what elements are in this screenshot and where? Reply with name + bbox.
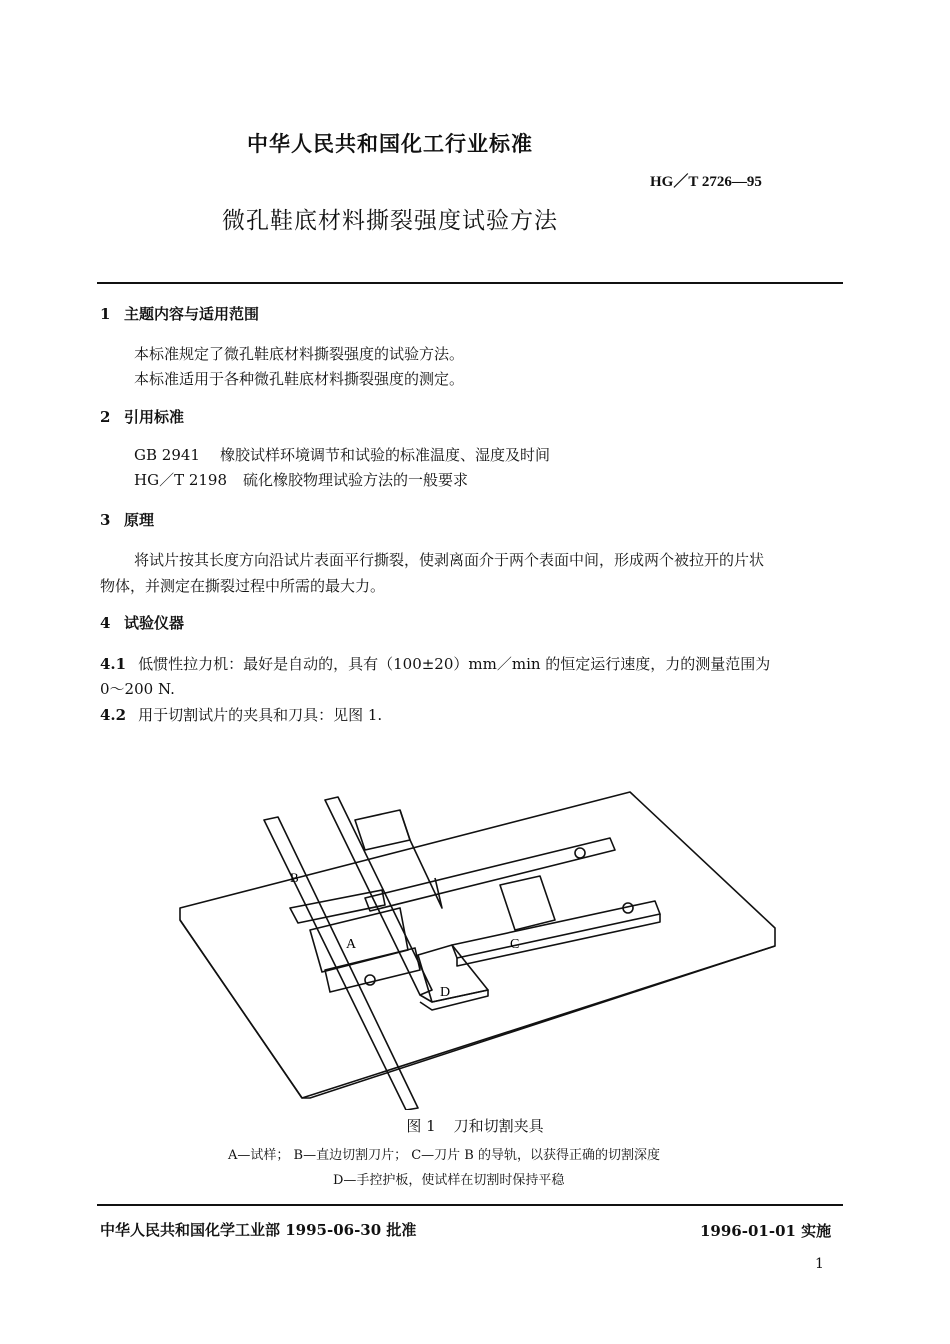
section-3-line-1: 将试片按其长度方向沿试片表面平行撕裂，使剥离面介于两个表面中间，形成两个被拉开的片状 bbox=[134, 551, 765, 569]
document-title: 微孔鞋底材料撕裂强度试验方法 bbox=[222, 208, 558, 234]
standard-number: HG／T 2726—95 bbox=[650, 174, 762, 190]
figure-label-d: D bbox=[440, 985, 451, 1000]
section-title: 原理 bbox=[124, 511, 155, 529]
figure-label-c: C bbox=[510, 937, 520, 952]
figure-legend-line-2: D—手控护板，使试样在切割时保持平稳 bbox=[333, 1173, 565, 1188]
section-3-line-2: 物体，并测定在撕裂过程中所需的最大力。 bbox=[100, 577, 386, 595]
reference-text: 橡胶试样环境调节和试验的标准温度、湿度及时间 bbox=[219, 446, 550, 464]
clause-text: 用于切割试片的夹具和刀具：见图 1. bbox=[138, 706, 383, 724]
caption-text: 刀和切割夹具 bbox=[453, 1117, 544, 1135]
clause-4-1-line-2: 0～200 N. bbox=[100, 680, 175, 698]
base-plate bbox=[180, 792, 775, 1098]
org-title: 中华人民共和国化工行业标准 bbox=[247, 131, 533, 156]
section-number: 4 bbox=[100, 614, 111, 632]
section-1-heading bbox=[100, 303, 259, 324]
section-number: 1 bbox=[100, 305, 111, 323]
effective-date: 1996-01-01 实施 bbox=[700, 1222, 832, 1240]
section-4-heading bbox=[100, 612, 184, 633]
clause-text: 低惯性拉力机：最好是自动的，具有（100±20）mm／min 的恒定运行速度，力的测量范围为 bbox=[138, 655, 771, 673]
section-1-para-2: 本标准适用于各种微孔鞋底材料撕裂强度的测定。 bbox=[134, 370, 465, 388]
reference-row bbox=[134, 469, 468, 490]
section-title: 主题内容与适用范围 bbox=[124, 305, 260, 323]
clause-4-1-line-1 bbox=[100, 653, 770, 674]
figure-caption bbox=[0, 1115, 950, 1136]
header-rule bbox=[97, 282, 843, 284]
reference-code: GB 2941 bbox=[134, 446, 200, 464]
clause-4-2 bbox=[100, 704, 382, 725]
section-number: 2 bbox=[100, 408, 111, 426]
cutting-jig-figure bbox=[170, 780, 790, 1110]
section-2-heading bbox=[100, 406, 184, 427]
figure-legend-line-1: A—试样； B—直边切割刀片； C—刀片 B 的导轨，以获得正确的切割深度 bbox=[228, 1148, 660, 1163]
figure-label-a: A bbox=[346, 937, 357, 952]
section-1-para-1: 本标准规定了微孔鞋底材料撕裂强度的试验方法。 bbox=[134, 345, 465, 363]
figure-label-b: B bbox=[290, 870, 299, 885]
section-title: 引用标准 bbox=[124, 408, 185, 426]
page-number: 1 bbox=[815, 1256, 824, 1272]
section-title: 试验仪器 bbox=[124, 614, 185, 632]
reference-code: HG／T 2198 bbox=[134, 471, 228, 489]
reference-text: 硫化橡胶物理试验方法的一般要求 bbox=[243, 471, 469, 489]
screw-head bbox=[575, 848, 585, 858]
clause-number: 4.1 bbox=[100, 655, 127, 673]
approval-line: 中华人民共和国化学工业部 1995-06-30 批准 bbox=[100, 1221, 417, 1239]
section-3-heading bbox=[100, 509, 154, 530]
reference-row bbox=[134, 444, 550, 465]
clause-number: 4.2 bbox=[100, 706, 127, 724]
knife-blade-b bbox=[264, 817, 418, 1110]
footer-rule bbox=[97, 1204, 843, 1206]
caption-number: 图 1 bbox=[406, 1117, 436, 1135]
section-number: 3 bbox=[100, 511, 111, 529]
